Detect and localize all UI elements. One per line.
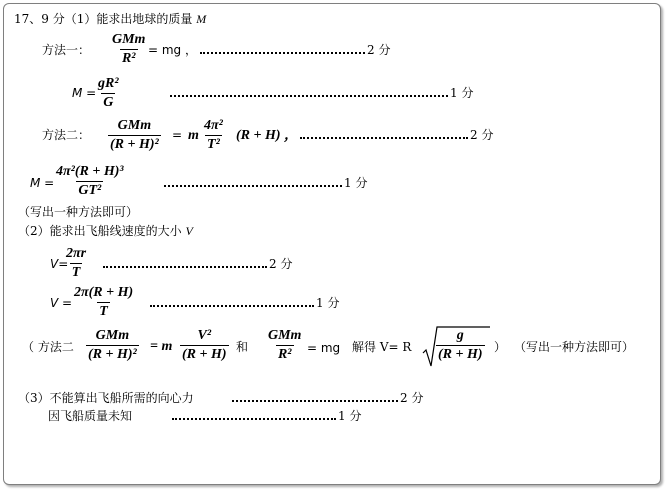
v2-numerator: 2π(R + H) <box>74 285 134 300</box>
v2-dots <box>150 305 314 307</box>
result2-numerator: 4π²(R + H)³ <box>56 164 124 179</box>
alt-sqrt-fraction <box>436 328 485 363</box>
result1-numerator: gR² <box>98 76 119 91</box>
result1-fraction <box>96 76 121 111</box>
v1-numerator: 2πr <box>66 246 87 261</box>
alt-note: （写出一种方法即可） <box>514 340 635 354</box>
method2-lhs-fraction <box>108 118 161 153</box>
alt-sqrt-numerator: g <box>456 328 464 343</box>
alt-f2-denominator: (R + H) <box>182 347 227 362</box>
alt-open: （ 方法二 <box>22 340 74 354</box>
part3-dots1 <box>232 400 398 402</box>
v1-fraction <box>64 246 88 281</box>
part2-symbol: V <box>185 224 193 238</box>
v1-denominator: T <box>71 265 81 280</box>
alt-eq2: = mg <box>307 341 341 355</box>
part3-line1: （3）不能算出飞船所需的向心力 <box>18 391 194 405</box>
alt-f2 <box>180 328 229 363</box>
v1-lhs: V= <box>50 257 69 271</box>
alt-close: ） <box>494 340 507 354</box>
method2-omega-numerator: 4π² <box>204 118 223 133</box>
alt-sqrt-denominator: (R + H) <box>438 347 483 362</box>
alt-f3 <box>266 328 303 363</box>
result1-denominator: G <box>103 95 114 110</box>
method2-omega-fraction <box>202 118 225 153</box>
method1-label: 方法一： <box>42 43 91 57</box>
result2-note: （写出一种方法即可） <box>18 205 139 219</box>
part3-dots2 <box>172 418 336 420</box>
method1-rhs: = mg ， <box>148 43 197 57</box>
method1-numerator: GMm <box>112 32 146 47</box>
alt-f1 <box>86 328 139 363</box>
question-header <box>14 12 206 26</box>
header-text: 17、9 分（1）能求出地球的质量 <box>14 12 193 26</box>
method2-lhs-denominator: (R + H)² <box>110 137 159 152</box>
v2-fraction <box>72 285 135 320</box>
part3-score1: 2 分 <box>400 391 424 405</box>
method2-lhs-numerator: GMm <box>117 118 152 133</box>
header-symbol: M <box>196 12 207 26</box>
part2-title <box>18 224 193 238</box>
alt-f3-denominator: R² <box>277 347 292 362</box>
alt-f2-numerator: V² <box>197 328 212 343</box>
alt-f1-numerator: GMm <box>95 328 130 343</box>
result1-lhs: M = <box>72 86 97 100</box>
part3-line2: 因飞船质量未知 <box>48 409 133 423</box>
alt-f3-numerator: GMm <box>268 328 302 343</box>
v2-lhs: V = <box>50 296 73 310</box>
alt-f1-denominator: (R + H)² <box>88 347 137 362</box>
alt-and: 和 <box>236 340 249 354</box>
method2-score: 2 分 <box>470 128 494 142</box>
method2-tail: (R + H) ， <box>236 128 299 143</box>
alt-solve: 解得 V= R <box>352 340 412 354</box>
result2-denominator: GT² <box>78 183 102 198</box>
result1-score: 1 分 <box>450 86 474 100</box>
alt-eq: = m <box>150 339 173 354</box>
method1-denominator: R² <box>121 51 136 66</box>
v1-score: 2 分 <box>269 257 293 271</box>
part3-score2: 1 分 <box>338 409 362 423</box>
method1-score: 2 分 <box>367 43 391 57</box>
method2-omega-denominator: T² <box>207 137 220 152</box>
method2-label: 方法二： <box>42 128 91 142</box>
v1-dots <box>103 266 267 268</box>
v2-denominator: T <box>99 304 108 319</box>
method2-equals: = <box>172 128 183 142</box>
result1-dots <box>170 95 448 97</box>
method1-dots <box>200 52 365 54</box>
result2-score: 1 分 <box>344 176 368 190</box>
part2-title-text: （2）能求出飞船线速度的大小 <box>18 224 182 238</box>
method2-dots <box>300 137 468 139</box>
method2-coef: m <box>188 128 199 143</box>
method1-fraction <box>110 32 147 67</box>
result2-dots <box>164 185 342 187</box>
result2-lhs: M = <box>30 176 55 190</box>
result2-fraction <box>54 164 126 199</box>
v2-score: 1 分 <box>316 296 340 310</box>
